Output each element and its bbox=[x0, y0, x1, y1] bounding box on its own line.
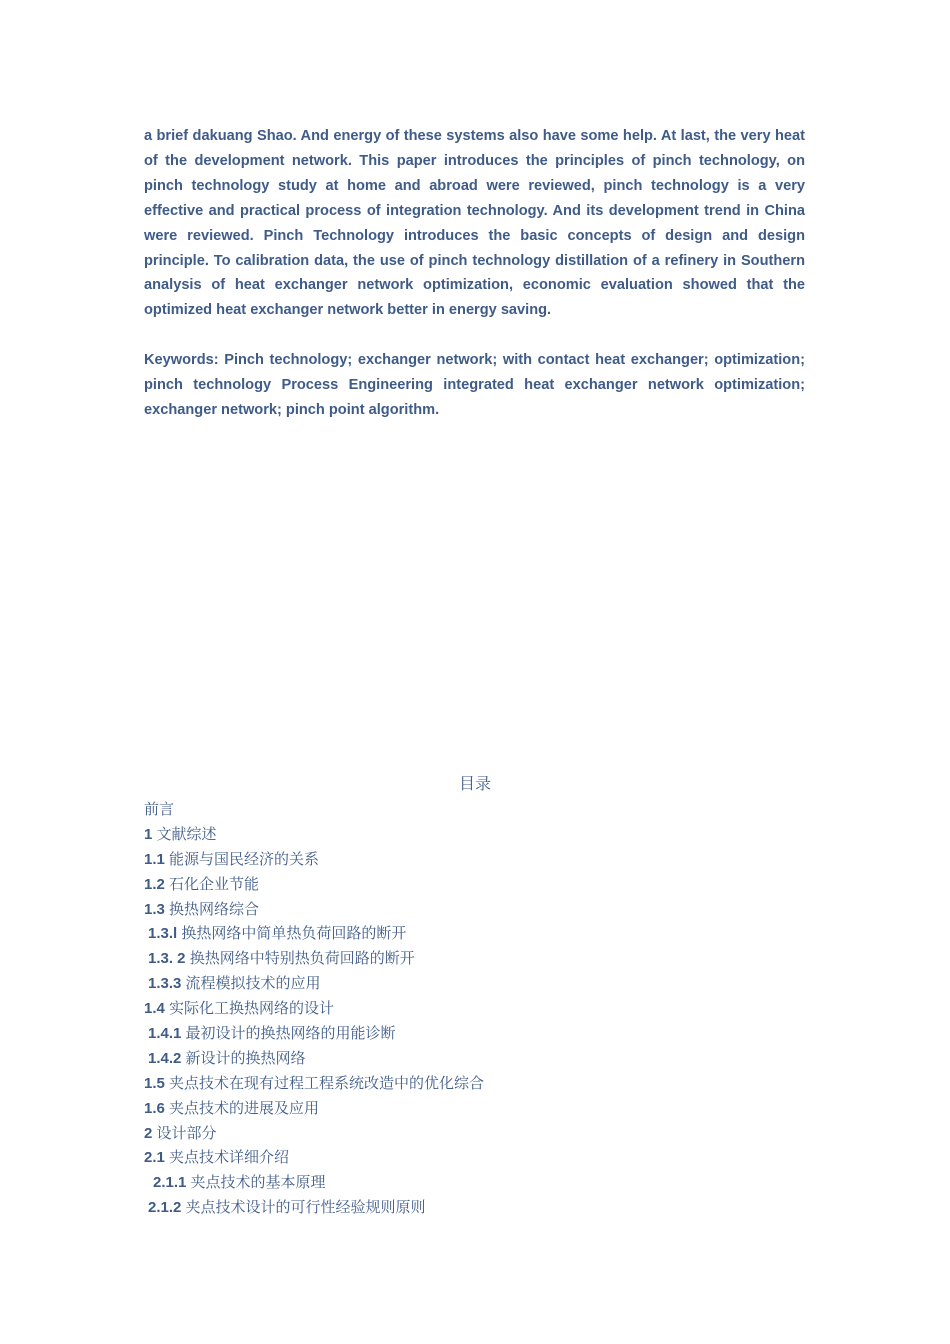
toc-item[interactable] bbox=[144, 797, 484, 822]
toc-item-number: 1.4.2 bbox=[148, 1049, 186, 1067]
toc-item[interactable] bbox=[144, 847, 484, 872]
toc-item[interactable] bbox=[144, 822, 484, 847]
toc-item-label: 设计部分 bbox=[156, 1123, 217, 1142]
toc-item-number: 1.4 bbox=[144, 1000, 170, 1018]
toc-item[interactable] bbox=[144, 1096, 484, 1121]
toc-item-label: 流程模拟技术的应用 bbox=[185, 974, 321, 993]
toc-item-label: 前言 bbox=[144, 800, 175, 818]
toc-item-label: 换热网络中简单热负荷回路的断开 bbox=[181, 924, 407, 943]
abstract-paragraph: a brief dakuang Shao. And energy of these systems also have some help. At last, the very heat of the development network. This paper introduces the principles of pinch technology, on pinch technology study at home and abroad were reviewed, pinch technology is a very effective and practical process of integration technology. And its development trend in China were reviewed. Pinch Technology introduces the basic concepts of design and design principle. To calibration data, the use of pinch technology distillation of a refinery in Southern analysis of heat exchanger network optimization, economic evaluation showed that the optimized heat exchanger network better in energy saving. bbox=[144, 128, 805, 319]
toc-item-label: 夹点技术详细介绍 bbox=[169, 1148, 290, 1167]
toc-item-number: 2 bbox=[144, 1124, 157, 1142]
toc-item-number: 1.6 bbox=[144, 1099, 170, 1117]
toc-item-label: 文献综述 bbox=[156, 824, 217, 843]
toc-item[interactable] bbox=[144, 1195, 484, 1220]
toc-item[interactable] bbox=[144, 1021, 484, 1046]
toc-item-number: 1 bbox=[144, 825, 157, 843]
toc-item-number: 1.3. 2 bbox=[148, 950, 190, 968]
toc-item-label: 夹点技术的基本原理 bbox=[190, 1173, 326, 1192]
toc-item-number: 1.4.1 bbox=[148, 1025, 186, 1043]
toc-item[interactable] bbox=[144, 872, 484, 897]
toc-item-number: 2.1.2 bbox=[148, 1199, 186, 1217]
toc-item-number: 1.1 bbox=[144, 850, 170, 868]
toc-item-label: 夹点技术设计的可行性经验规则原则 bbox=[185, 1198, 426, 1217]
toc-item[interactable] bbox=[144, 946, 484, 971]
toc-item-label: 换热网络综合 bbox=[169, 899, 260, 918]
toc-item-number: 1.3.3 bbox=[148, 975, 186, 993]
toc-item[interactable] bbox=[144, 1071, 484, 1096]
table-of-contents bbox=[144, 797, 484, 1220]
toc-item[interactable] bbox=[144, 897, 484, 922]
toc-item-number: 2.1.1 bbox=[153, 1174, 191, 1192]
toc-item-label: 换热网络中特别热负荷回路的断开 bbox=[189, 949, 415, 968]
toc-item-number: 1.2 bbox=[144, 875, 170, 893]
toc-item[interactable] bbox=[144, 1121, 484, 1146]
keywords-paragraph: Keywords: Pinch technology; exchanger network; with contact heat exchanger; optimization; pinch technology Process Engineering integrated heat exchanger network optimization; exchanger network; pinch point algorithm. bbox=[144, 352, 805, 418]
toc-item-label: 最初设计的换热网络的用能诊断 bbox=[185, 1024, 396, 1043]
toc-item-label: 夹点技术的进展及应用 bbox=[169, 1098, 320, 1117]
toc-item[interactable] bbox=[144, 1145, 484, 1170]
toc-item[interactable] bbox=[144, 1046, 484, 1071]
toc-item[interactable] bbox=[144, 971, 484, 996]
toc-item-label: 新设计的换热网络 bbox=[185, 1048, 306, 1067]
toc-item[interactable] bbox=[144, 921, 484, 946]
toc-title: 目录 bbox=[458, 774, 491, 793]
toc-item-number: 1.3.l bbox=[148, 925, 182, 943]
toc-item-number: 2.1 bbox=[144, 1149, 170, 1167]
toc-item-label: 石化企业节能 bbox=[169, 874, 260, 893]
toc-item[interactable] bbox=[144, 996, 484, 1021]
toc-item[interactable] bbox=[144, 1170, 484, 1195]
toc-item-number: 1.5 bbox=[144, 1074, 170, 1092]
toc-item-label: 实际化工换热网络的设计 bbox=[169, 999, 335, 1018]
toc-item-number: 1.3 bbox=[144, 900, 170, 918]
toc-item-label: 夹点技术在现有过程工程系统改造中的优化综合 bbox=[169, 1073, 485, 1092]
toc-item-label: 能源与国民经济的关系 bbox=[169, 849, 320, 868]
